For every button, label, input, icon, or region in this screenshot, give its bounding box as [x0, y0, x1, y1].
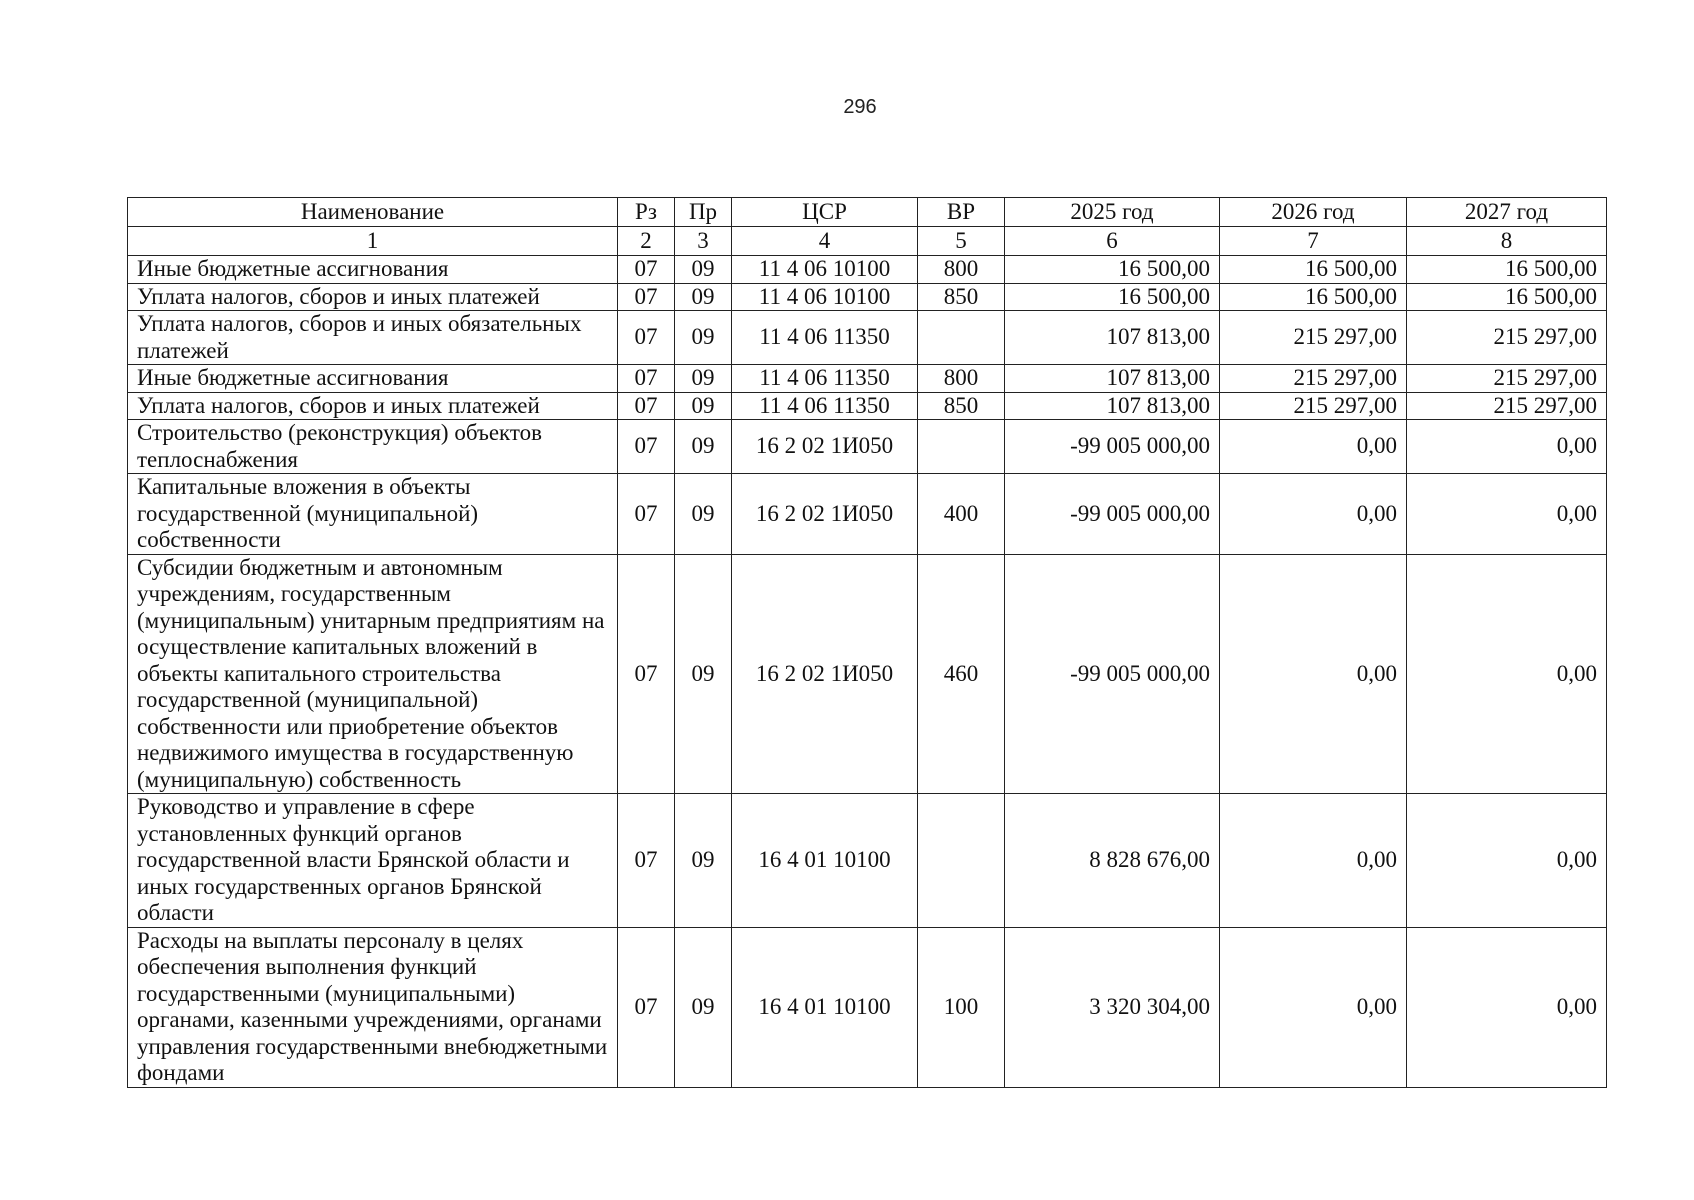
row-rz: 07 [618, 365, 675, 393]
row-pr: 09 [675, 420, 732, 474]
row-amount-2025: -99 005 000,00 [1005, 474, 1220, 555]
row-amount-2026: 215 297,00 [1220, 365, 1407, 393]
column-number: 8 [1407, 227, 1607, 256]
table-row [128, 927, 1607, 1087]
row-csr: 11 4 06 10100 [732, 283, 918, 311]
row-name: Уплата налогов, сборов и иных платежей [128, 283, 618, 311]
row-rz: 07 [618, 420, 675, 474]
row-amount-2026: 16 500,00 [1220, 256, 1407, 284]
table-row [128, 256, 1607, 284]
row-rz: 07 [618, 794, 675, 928]
row-pr: 09 [675, 392, 732, 420]
row-csr: 11 4 06 10100 [732, 256, 918, 284]
row-amount-2025: 16 500,00 [1005, 283, 1220, 311]
row-vr: 850 [918, 283, 1005, 311]
row-pr: 09 [675, 256, 732, 284]
row-csr: 16 2 02 1И050 [732, 474, 918, 555]
row-vr [918, 794, 1005, 928]
row-amount-2026: 0,00 [1220, 927, 1407, 1087]
row-vr: 400 [918, 474, 1005, 555]
row-amount-2025: 107 813,00 [1005, 365, 1220, 393]
row-name: Иные бюджетные ассигнования [128, 365, 618, 393]
row-amount-2025: -99 005 000,00 [1005, 554, 1220, 794]
column-header: 2025 год [1005, 198, 1220, 227]
table-row [128, 392, 1607, 420]
row-vr [918, 420, 1005, 474]
row-vr: 800 [918, 365, 1005, 393]
row-amount-2027: 215 297,00 [1407, 311, 1607, 365]
row-amount-2027: 0,00 [1407, 927, 1607, 1087]
row-rz: 07 [618, 311, 675, 365]
row-csr: 11 4 06 11350 [732, 392, 918, 420]
column-header: 2027 год [1407, 198, 1607, 227]
row-amount-2025: 16 500,00 [1005, 256, 1220, 284]
row-rz: 07 [618, 927, 675, 1087]
table-row [128, 554, 1607, 794]
row-vr: 800 [918, 256, 1005, 284]
row-csr: 16 4 01 10100 [732, 927, 918, 1087]
row-name: Капитальные вложения в объекты государственной (муниципальной) собственности [128, 474, 618, 555]
row-vr [918, 311, 1005, 365]
row-pr: 09 [675, 794, 732, 928]
row-name: Руководство и управление в сфере установленных функций органов государственной власти Брянской области и иных государственных органов Брянской области [128, 794, 618, 928]
row-amount-2026: 0,00 [1220, 474, 1407, 555]
budget-table [127, 197, 1607, 1088]
column-number-row [128, 227, 1607, 256]
row-amount-2026: 0,00 [1220, 420, 1407, 474]
row-name: Строительство (реконструкция) объектов теплоснабжения [128, 420, 618, 474]
row-name: Уплата налогов, сборов и иных платежей [128, 392, 618, 420]
row-amount-2026: 215 297,00 [1220, 311, 1407, 365]
table-row [128, 474, 1607, 555]
row-amount-2027: 215 297,00 [1407, 392, 1607, 420]
column-header: Наименование [128, 198, 618, 227]
row-name: Субсидии бюджетным и автономным учреждениям, государственным (муниципальным) унитарным предприятиям на осуществление капитальных вложений в объекты капитального строительства государственной (муниципальной) собственности или приобретение объектов недвижимого имущества в государственную (муниципальную) собственность [128, 554, 618, 794]
row-amount-2026: 0,00 [1220, 554, 1407, 794]
row-rz: 07 [618, 256, 675, 284]
row-csr: 11 4 06 11350 [732, 311, 918, 365]
row-name: Иные бюджетные ассигнования [128, 256, 618, 284]
row-amount-2027: 0,00 [1407, 794, 1607, 928]
row-vr: 850 [918, 392, 1005, 420]
table-row [128, 311, 1607, 365]
row-amount-2025: 107 813,00 [1005, 311, 1220, 365]
table-row [128, 420, 1607, 474]
column-number: 3 [675, 227, 732, 256]
column-number: 2 [618, 227, 675, 256]
column-header: ВР [918, 198, 1005, 227]
column-number: 5 [918, 227, 1005, 256]
column-header: Рз [618, 198, 675, 227]
row-amount-2027: 16 500,00 [1407, 256, 1607, 284]
column-number: 6 [1005, 227, 1220, 256]
column-header: Пр [675, 198, 732, 227]
row-pr: 09 [675, 554, 732, 794]
row-amount-2027: 0,00 [1407, 554, 1607, 794]
row-csr: 11 4 06 11350 [732, 365, 918, 393]
row-rz: 07 [618, 474, 675, 555]
row-name: Уплата налогов, сборов и иных обязательных платежей [128, 311, 618, 365]
column-number: 4 [732, 227, 918, 256]
column-header: 2026 год [1220, 198, 1407, 227]
row-amount-2026: 0,00 [1220, 794, 1407, 928]
row-pr: 09 [675, 283, 732, 311]
row-vr: 460 [918, 554, 1005, 794]
row-amount-2027: 0,00 [1407, 420, 1607, 474]
table-body [128, 256, 1607, 1088]
table-row [128, 365, 1607, 393]
row-csr: 16 2 02 1И050 [732, 420, 918, 474]
row-pr: 09 [675, 365, 732, 393]
row-amount-2025: 3 320 304,00 [1005, 927, 1220, 1087]
row-pr: 09 [675, 474, 732, 555]
row-vr: 100 [918, 927, 1005, 1087]
row-rz: 07 [618, 283, 675, 311]
column-header: ЦСР [732, 198, 918, 227]
row-amount-2025: 8 828 676,00 [1005, 794, 1220, 928]
row-csr: 16 4 01 10100 [732, 794, 918, 928]
row-amount-2026: 215 297,00 [1220, 392, 1407, 420]
column-number: 1 [128, 227, 618, 256]
page-number: 296 [843, 96, 877, 118]
row-amount-2025: -99 005 000,00 [1005, 420, 1220, 474]
table-row [128, 283, 1607, 311]
row-amount-2027: 215 297,00 [1407, 365, 1607, 393]
header-row [128, 198, 1607, 227]
row-amount-2027: 0,00 [1407, 474, 1607, 555]
row-pr: 09 [675, 311, 732, 365]
row-amount-2027: 16 500,00 [1407, 283, 1607, 311]
row-amount-2025: 107 813,00 [1005, 392, 1220, 420]
row-name: Расходы на выплаты персоналу в целях обеспечения выполнения функций государственными (муниципальными) органами, казенными учреждениями, органами управления государственными внебюджетными фондами [128, 927, 618, 1087]
row-rz: 07 [618, 392, 675, 420]
row-pr: 09 [675, 927, 732, 1087]
row-rz: 07 [618, 554, 675, 794]
column-number: 7 [1220, 227, 1407, 256]
row-amount-2026: 16 500,00 [1220, 283, 1407, 311]
row-csr: 16 2 02 1И050 [732, 554, 918, 794]
table-row [128, 794, 1607, 928]
